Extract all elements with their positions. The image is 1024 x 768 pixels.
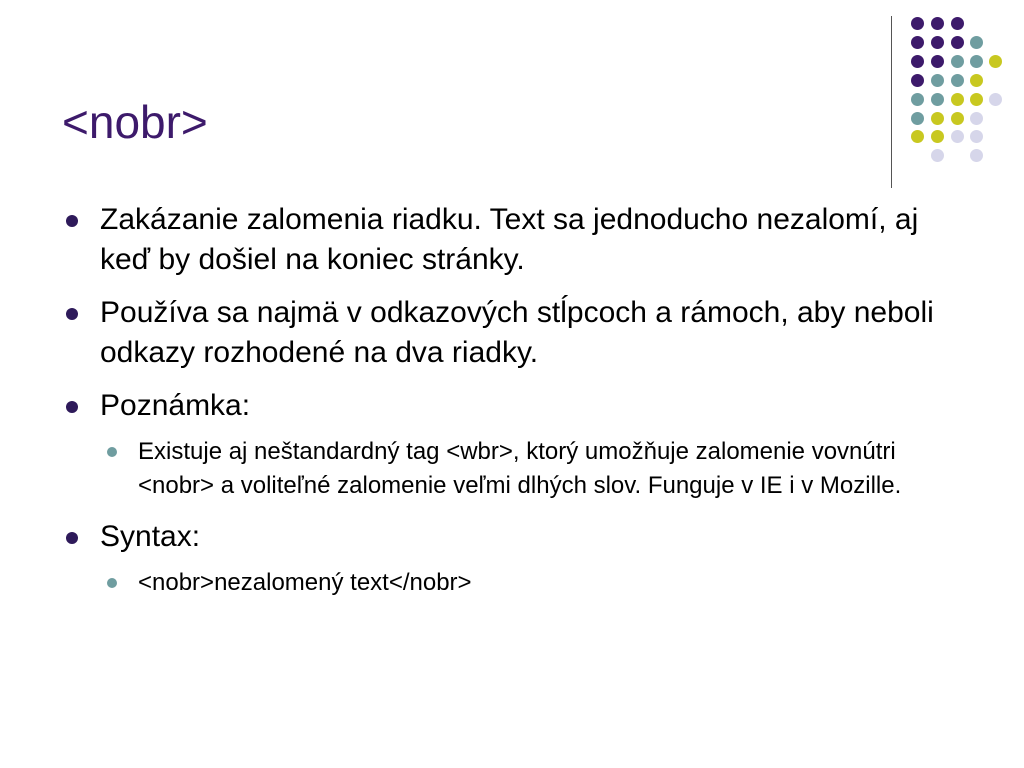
bullet-marker-icon bbox=[66, 308, 78, 320]
sub-bullet-item bbox=[62, 435, 962, 503]
decorative-dot bbox=[970, 55, 983, 68]
decorative-dot bbox=[911, 17, 924, 30]
decorative-dot bbox=[951, 36, 964, 49]
bullet-marker-icon bbox=[66, 215, 78, 227]
decorative-dot bbox=[970, 130, 983, 143]
sub-bullet-marker-icon bbox=[107, 447, 117, 457]
bullet-item bbox=[62, 293, 962, 373]
sub-bullet-text: Existuje aj neštandardný tag <wbr>, ktorý umožňuje zalomenie vovnútri <nobr> a voliteľné zalomenie veľmi dlhých slov. Funguje v IE i v Mozille. bbox=[138, 438, 902, 499]
decorative-dot bbox=[951, 17, 964, 30]
decorative-dot bbox=[931, 17, 944, 30]
decorative-dot bbox=[989, 93, 1002, 106]
decorative-dot bbox=[931, 149, 944, 162]
decorative-dot bbox=[970, 74, 983, 87]
decorative-dot bbox=[951, 93, 964, 106]
sub-bullet-item bbox=[62, 566, 962, 600]
bullet-marker-icon bbox=[66, 532, 78, 544]
sub-bullet-text: <nobr>nezalomený text</nobr> bbox=[138, 569, 472, 596]
decorative-dot bbox=[931, 36, 944, 49]
decorative-dot bbox=[989, 55, 1002, 68]
decorative-dot bbox=[951, 130, 964, 143]
decorative-dot bbox=[911, 74, 924, 87]
decorative-dot bbox=[951, 74, 964, 87]
decorative-dot bbox=[931, 112, 944, 125]
bullet-text: Poznámka: bbox=[100, 389, 251, 422]
decorative-dot bbox=[931, 130, 944, 143]
decorative-dot bbox=[911, 36, 924, 49]
decorative-dot bbox=[970, 93, 983, 106]
bullet-text: Syntax: bbox=[100, 520, 201, 553]
bullet-item bbox=[62, 517, 962, 557]
title-divider-line bbox=[891, 16, 892, 188]
decorative-dot bbox=[911, 112, 924, 125]
decorative-dot bbox=[911, 55, 924, 68]
slide-title: <nobr> bbox=[62, 96, 208, 148]
decorative-dot bbox=[970, 36, 983, 49]
decorative-dot bbox=[911, 130, 924, 143]
bullet-item bbox=[62, 386, 962, 426]
slide-content bbox=[62, 200, 962, 614]
bullet-text: Používa sa najmä v odkazových stĺpcoch a rámoch, aby neboli odkazy rozhodené na dva riadky. bbox=[100, 296, 934, 369]
decorative-dot bbox=[931, 55, 944, 68]
decorative-dot bbox=[951, 55, 964, 68]
bullet-marker-icon bbox=[66, 401, 78, 413]
decorative-dot bbox=[970, 149, 983, 162]
bullet-text: Zakázanie zalomenia riadku. Text sa jednoducho nezalomí, aj keď by došiel na koniec stránky. bbox=[100, 203, 919, 276]
decorative-dot bbox=[951, 112, 964, 125]
decorative-dot bbox=[931, 93, 944, 106]
decorative-dot bbox=[911, 93, 924, 106]
bullet-item bbox=[62, 200, 962, 280]
decorative-dot bbox=[970, 112, 983, 125]
sub-bullet-marker-icon bbox=[107, 578, 117, 588]
decorative-dot bbox=[931, 74, 944, 87]
